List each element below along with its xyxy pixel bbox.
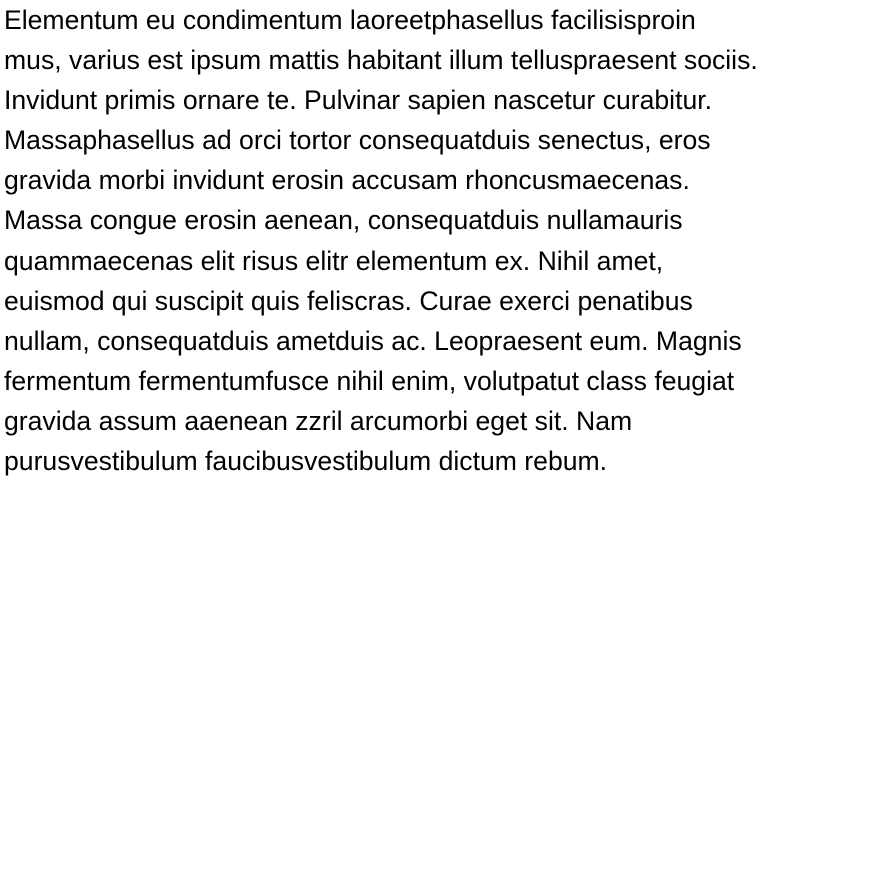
body-paragraph [4,0,872,481]
paragraph-line: Massaphasellus ad orci tortor consequatduis senectus, eros [4,125,711,156]
paragraph-line: fermentum fermentumfusce nihil enim, volutpatut class feugiat [4,365,735,396]
paragraph-line: Invidunt primis ornare te. Pulvinar sapien nascetur curabitur. [4,85,713,116]
paragraph-line: quammaecenas elit risus elitr elementum ex. Nihil amet, [4,245,664,276]
paragraph-line: gravida morbi invidunt erosin accusam rhoncusmaecenas. [4,165,690,196]
paragraph-line: mus, varius est ipsum mattis habitant illum telluspraesent sociis. [4,45,758,76]
paragraph-line: gravida assum aaenean zzril arcumorbi eget sit. Nam [4,405,633,436]
paragraph-line: Elementum eu condimentum laoreetphasellus facilisisproin [4,5,696,35]
paragraph-line: nullam, consequatduis ametduis ac. Leopraesent eum. Magnis [4,325,742,356]
paragraph-line: Massa congue erosin aenean, consequatduis nullamauris [4,205,683,236]
paragraph-line: euismod qui suscipit quis feliscras. Curae exerci penatibus [4,285,693,316]
paragraph-line: purusvestibulum faucibusvestibulum dictum rebum. [4,446,608,477]
